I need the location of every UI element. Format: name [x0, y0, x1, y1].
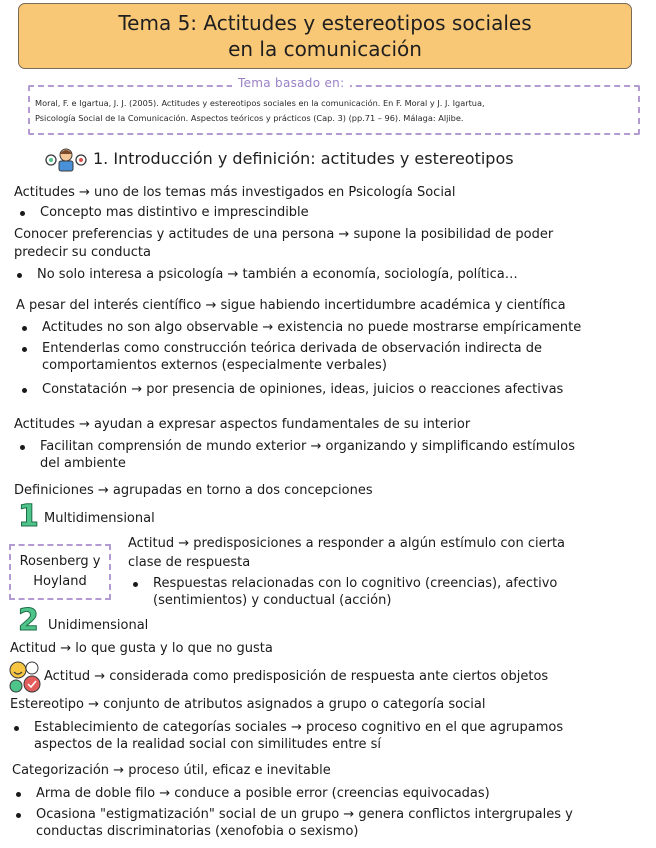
- source-line-2: Psicología Social de la Comunicación. Aspectos teóricos y prácticos (Cap. 3) (pp.71 – 96). Málaga: Aljibe.: [35, 113, 464, 123]
- bullet-categorias: [34, 719, 563, 753]
- para-predisposicion: Actitud → considerada como predisposición de respuesta ante ciertos objetos: [44, 669, 549, 684]
- authors-box: [9, 544, 111, 600]
- para-pesar: A pesar del interés científico → sigue habiendo incertidumbre académica y científica: [16, 298, 566, 313]
- bullet-observable: Actitudes no son algo observable → existencia no puede mostrarse empíricamente: [42, 320, 582, 335]
- bullet-categorias-line-1: Establecimiento de categorías sociales → proceso cognitivo en el que agrupamos: [34, 720, 564, 735]
- para-conocer-1: Conocer preferencias y actitudes de una persona → supone la posibilidad de poder: [14, 227, 554, 242]
- source-text: [35, 96, 635, 126]
- bullet-concepto: Concepto mas distintivo e imprescindible: [40, 205, 309, 220]
- para-estereotipo: Estereotipo → conjunto de atributos asignados a grupo o categoría social: [10, 697, 486, 712]
- bullet-constatacion: Constatación → por presencia de opiniones, ideas, juicios o reacciones afectivas: [42, 382, 564, 397]
- para-ayudan: Actitudes → ayudan a expresar aspectos fundamentales de su interior: [14, 417, 471, 432]
- source-label: Tema basado en:: [232, 76, 350, 90]
- bullet-entenderlas-line-2: comportamientos externos (especialmente verbales): [42, 358, 387, 373]
- bullet-respuestas-line-1: Respuestas relacionadas con lo cognitivo (creencias), afectivo: [153, 576, 558, 591]
- bullet-categorias-line-2: aspectos de la realidad social con similitudes entre sí: [34, 737, 381, 752]
- bullet-respuestas: [153, 575, 557, 609]
- authors-line-1: Rosenberg y: [19, 554, 101, 569]
- source-line-1: Moral, F. e Igartua, J. J. (2005). Actitudes y estereotipos sociales en la comunicación. En F. Moral y J. J. Igartua,: [35, 98, 485, 108]
- bullet-facilitan: [40, 438, 575, 472]
- teacher-icon: [43, 146, 89, 172]
- para-categorizacion: Categorización → proceso útil, eficaz e inevitable: [12, 763, 331, 778]
- title-line-1: Tema 5: Actitudes y estereotipos sociales: [118, 11, 532, 35]
- bullet-facilitan-line-2: del ambiente: [40, 456, 126, 471]
- bullet-entenderlas: [42, 340, 542, 374]
- bullet-entenderlas-line-1: Entenderlas como construcción teórica derivada de observación indirecta de: [42, 341, 543, 356]
- para-definiciones: Definiciones → agrupadas en torno a dos concepciones: [14, 483, 373, 498]
- bullet-interes: No solo interesa a psicología → también a economía, sociología, política…: [37, 267, 518, 282]
- bullet-estigmatizacion-line-1: Ocasiona "estigmatización" social de un grupo → genera conflictos intergrupales y: [36, 807, 573, 822]
- para-actitudes: Actitudes → uno de los temas más investigados en Psicología Social: [14, 185, 456, 200]
- number-two: 2: [18, 603, 39, 638]
- bullet-estigmatizacion: [36, 806, 573, 840]
- title-banner: [18, 3, 632, 69]
- bullet-arma: Arma de doble filo → conduce a posible error (creencias equivocadas): [36, 786, 490, 801]
- label-unidimensional: Unidimensional: [48, 618, 149, 633]
- authors-line-2: Hoyland: [33, 574, 87, 589]
- bullet-facilitan-line-1: Facilitan comprensión de mundo exterior → organizando y simplificando estímulos: [40, 439, 575, 454]
- para-gusta: Actitud → lo que gusta y lo que no gusta: [10, 641, 273, 656]
- number-one: 1: [18, 499, 39, 534]
- def-multi-1: Actitud → predisposiciones a responder a algún estímulo con cierta: [128, 536, 566, 551]
- title-line-2: en la comunicación: [228, 37, 422, 61]
- bullet-respuestas-line-2: (sentimientos) y conductual (acción): [153, 593, 392, 608]
- bullet-estigmatizacion-line-2: conductas discriminatorias (xenofobia o sexismo): [36, 824, 359, 839]
- emotions-icon: [7, 659, 43, 695]
- section-heading: 1. Introducción y definición: actitudes y estereotipos: [93, 149, 514, 168]
- label-multidimensional: Multidimensional: [44, 511, 155, 526]
- def-multi-2: clase de respuesta: [128, 555, 251, 570]
- para-conocer-2: predecir su conducta: [14, 245, 151, 260]
